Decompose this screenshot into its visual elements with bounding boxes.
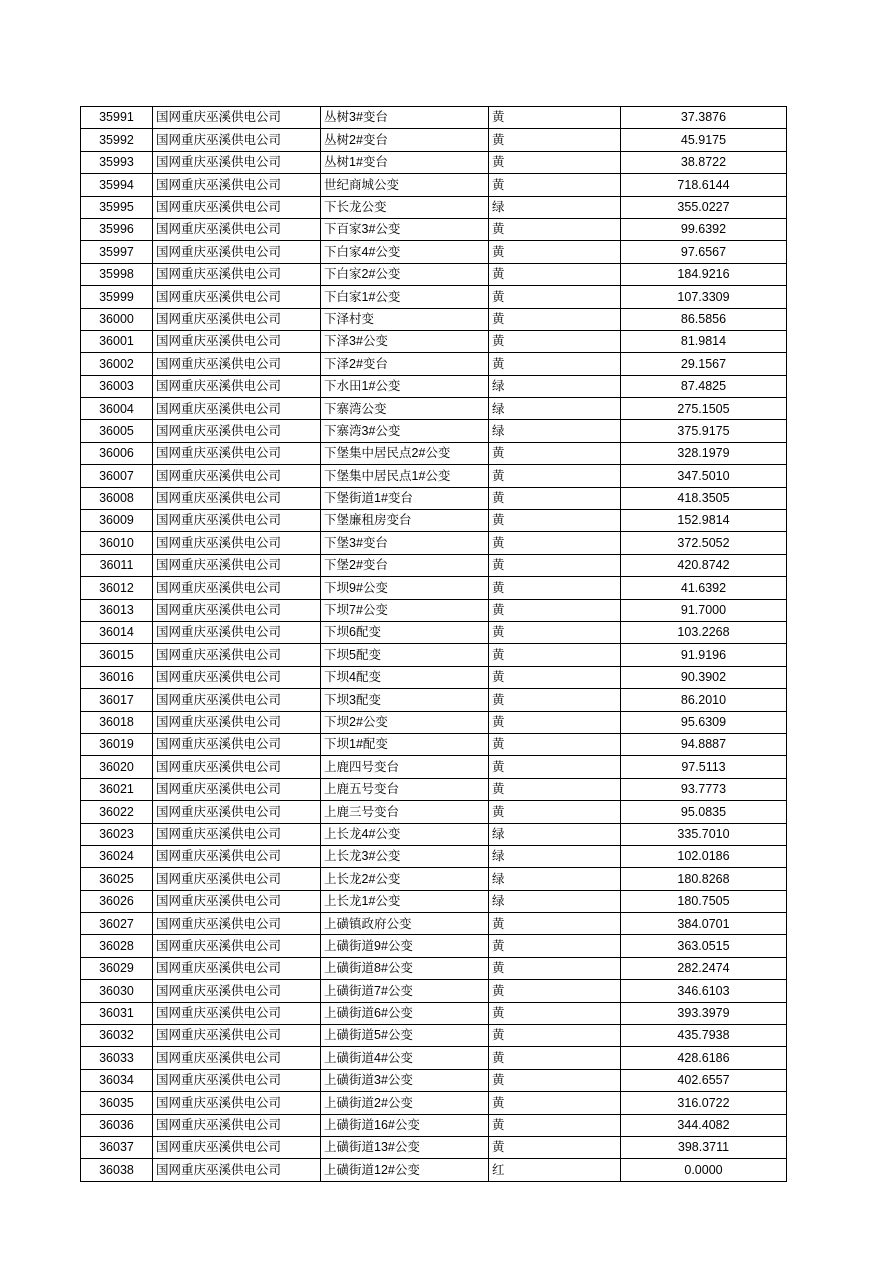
- table-row: [81, 1002, 787, 1024]
- table-cell-id: 36009: [81, 510, 153, 532]
- table-cell-color: 黄: [489, 286, 621, 308]
- table-cell-company: 国网重庆巫溪供电公司: [153, 241, 321, 263]
- table-cell-name: 下水田1#公变: [321, 375, 489, 397]
- table-cell-company: 国网重庆巫溪供电公司: [153, 1092, 321, 1114]
- table-cell-id: 36023: [81, 823, 153, 845]
- table-cell-color: 绿: [489, 196, 621, 218]
- table-cell-id: 36003: [81, 375, 153, 397]
- table-cell-value: 316.0722: [621, 1092, 787, 1114]
- table-cell-value: 87.4825: [621, 375, 787, 397]
- table-row: [81, 487, 787, 509]
- table-cell-name: 下坝9#公变: [321, 577, 489, 599]
- table-cell-id: 36002: [81, 353, 153, 375]
- table-cell-id: 36000: [81, 308, 153, 330]
- table-cell-company: 国网重庆巫溪供电公司: [153, 935, 321, 957]
- table-cell-id: 36026: [81, 890, 153, 912]
- table-cell-id: 36037: [81, 1136, 153, 1158]
- table-cell-name: 下寨湾3#公变: [321, 420, 489, 442]
- table-cell-value: 107.3309: [621, 286, 787, 308]
- table-cell-value: 393.3979: [621, 1002, 787, 1024]
- table-cell-id: 36004: [81, 398, 153, 420]
- table-row: [81, 845, 787, 867]
- table-cell-company: 国网重庆巫溪供电公司: [153, 420, 321, 442]
- table-cell-company: 国网重庆巫溪供电公司: [153, 442, 321, 464]
- table-cell-company: 国网重庆巫溪供电公司: [153, 711, 321, 733]
- table-cell-color: 黄: [489, 129, 621, 151]
- table-cell-id: 36013: [81, 599, 153, 621]
- table-cell-color: 黄: [489, 1002, 621, 1024]
- table-cell-color: 黄: [489, 644, 621, 666]
- table-cell-value: 90.3902: [621, 666, 787, 688]
- table-cell-value: 38.8722: [621, 151, 787, 173]
- table-cell-value: 152.9814: [621, 510, 787, 532]
- table-cell-value: 86.2010: [621, 689, 787, 711]
- table-cell-company: 国网重庆巫溪供电公司: [153, 129, 321, 151]
- table-cell-value: 95.6309: [621, 711, 787, 733]
- table-cell-name: 下坝7#公变: [321, 599, 489, 621]
- table-cell-id: 36012: [81, 577, 153, 599]
- table-cell-color: 黄: [489, 1114, 621, 1136]
- table-cell-color: 黄: [489, 1136, 621, 1158]
- table-cell-value: 180.8268: [621, 868, 787, 890]
- table-cell-color: 黄: [489, 442, 621, 464]
- table-cell-value: 402.6557: [621, 1069, 787, 1091]
- data-table-body: [81, 107, 787, 1182]
- table-row: [81, 465, 787, 487]
- table-cell-color: 黄: [489, 1047, 621, 1069]
- table-cell-value: 344.4082: [621, 1114, 787, 1136]
- table-cell-name: 下堡廉租房变台: [321, 510, 489, 532]
- table-cell-id: 36007: [81, 465, 153, 487]
- table-cell-company: 国网重庆巫溪供电公司: [153, 308, 321, 330]
- table-row: [81, 420, 787, 442]
- table-cell-id: 35997: [81, 241, 153, 263]
- table-cell-company: 国网重庆巫溪供电公司: [153, 845, 321, 867]
- table-row: [81, 353, 787, 375]
- table-cell-company: 国网重庆巫溪供电公司: [153, 1136, 321, 1158]
- table-row: [81, 1025, 787, 1047]
- table-cell-company: 国网重庆巫溪供电公司: [153, 666, 321, 688]
- table-row: [81, 1047, 787, 1069]
- table-cell-id: 36022: [81, 801, 153, 823]
- table-row: [81, 957, 787, 979]
- table-row: [81, 263, 787, 285]
- table-cell-color: 绿: [489, 375, 621, 397]
- table-cell-company: 国网重庆巫溪供电公司: [153, 510, 321, 532]
- table-cell-color: 黄: [489, 353, 621, 375]
- table-cell-company: 国网重庆巫溪供电公司: [153, 1069, 321, 1091]
- table-cell-company: 国网重庆巫溪供电公司: [153, 487, 321, 509]
- table-cell-id: 36020: [81, 756, 153, 778]
- table-cell-name: 上磺街道4#公变: [321, 1047, 489, 1069]
- table-cell-name: 下坝1#配变: [321, 733, 489, 755]
- table-cell-name: 上鹿五号变台: [321, 778, 489, 800]
- table-cell-company: 国网重庆巫溪供电公司: [153, 577, 321, 599]
- table-cell-company: 国网重庆巫溪供电公司: [153, 644, 321, 666]
- table-cell-id: 36036: [81, 1114, 153, 1136]
- table-row: [81, 196, 787, 218]
- table-row: [81, 398, 787, 420]
- table-cell-id: 36032: [81, 1025, 153, 1047]
- table-cell-name: 上磺街道6#公变: [321, 1002, 489, 1024]
- table-cell-id: 36024: [81, 845, 153, 867]
- table-cell-color: 黄: [489, 532, 621, 554]
- table-cell-value: 81.9814: [621, 330, 787, 352]
- table-cell-name: 下坝3配变: [321, 689, 489, 711]
- table-cell-value: 428.6186: [621, 1047, 787, 1069]
- table-cell-name: 下泽2#变台: [321, 353, 489, 375]
- table-cell-company: 国网重庆巫溪供电公司: [153, 1025, 321, 1047]
- table-cell-id: 36038: [81, 1159, 153, 1181]
- table-cell-company: 国网重庆巫溪供电公司: [153, 353, 321, 375]
- table-cell-id: 36008: [81, 487, 153, 509]
- table-cell-company: 国网重庆巫溪供电公司: [153, 733, 321, 755]
- table-cell-value: 398.3711: [621, 1136, 787, 1158]
- table-cell-id: 36030: [81, 980, 153, 1002]
- table-cell-name: 下坝5配变: [321, 644, 489, 666]
- table-cell-id: 36021: [81, 778, 153, 800]
- table-cell-id: 36014: [81, 621, 153, 643]
- table-cell-company: 国网重庆巫溪供电公司: [153, 621, 321, 643]
- table-row: [81, 801, 787, 823]
- table-cell-color: 绿: [489, 868, 621, 890]
- table-cell-color: 绿: [489, 398, 621, 420]
- table-row: [81, 1069, 787, 1091]
- table-cell-name: 上磺镇政府公变: [321, 913, 489, 935]
- table-cell-color: 黄: [489, 778, 621, 800]
- table-cell-value: 86.5856: [621, 308, 787, 330]
- table-cell-color: 黄: [489, 689, 621, 711]
- table-cell-name: 丛树1#变台: [321, 151, 489, 173]
- table-cell-name: 下百家3#公变: [321, 218, 489, 240]
- table-cell-name: 上长龙1#公变: [321, 890, 489, 912]
- table-cell-value: 435.7938: [621, 1025, 787, 1047]
- table-cell-color: 黄: [489, 218, 621, 240]
- data-table-container: [80, 106, 786, 1182]
- table-cell-value: 41.6392: [621, 577, 787, 599]
- table-cell-company: 国网重庆巫溪供电公司: [153, 375, 321, 397]
- table-cell-color: 黄: [489, 151, 621, 173]
- table-row: [81, 711, 787, 733]
- table-cell-value: 97.6567: [621, 241, 787, 263]
- table-cell-value: 346.6103: [621, 980, 787, 1002]
- table-cell-name: 丛树2#变台: [321, 129, 489, 151]
- table-cell-name: 下白家1#公变: [321, 286, 489, 308]
- table-cell-name: 下坝6配变: [321, 621, 489, 643]
- table-cell-name: 下泽3#公变: [321, 330, 489, 352]
- table-cell-value: 418.3505: [621, 487, 787, 509]
- data-table: [80, 106, 787, 1182]
- table-cell-color: 黄: [489, 241, 621, 263]
- table-cell-id: 36015: [81, 644, 153, 666]
- table-cell-id: 35998: [81, 263, 153, 285]
- table-cell-company: 国网重庆巫溪供电公司: [153, 957, 321, 979]
- table-row: [81, 554, 787, 576]
- table-row: [81, 980, 787, 1002]
- table-cell-color: 黄: [489, 554, 621, 576]
- table-cell-color: 红: [489, 1159, 621, 1181]
- table-cell-value: 375.9175: [621, 420, 787, 442]
- table-cell-value: 93.7773: [621, 778, 787, 800]
- table-row: [81, 621, 787, 643]
- table-cell-name: 下堡3#变台: [321, 532, 489, 554]
- table-cell-company: 国网重庆巫溪供电公司: [153, 823, 321, 845]
- table-cell-value: 328.1979: [621, 442, 787, 464]
- table-cell-company: 国网重庆巫溪供电公司: [153, 398, 321, 420]
- table-cell-name: 上磺街道2#公变: [321, 1092, 489, 1114]
- table-cell-value: 94.8887: [621, 733, 787, 755]
- table-cell-id: 36029: [81, 957, 153, 979]
- table-row: [81, 890, 787, 912]
- table-cell-color: 黄: [489, 980, 621, 1002]
- table-cell-name: 下堡街道1#变台: [321, 487, 489, 509]
- table-cell-color: 黄: [489, 263, 621, 285]
- table-cell-company: 国网重庆巫溪供电公司: [153, 218, 321, 240]
- table-cell-color: 黄: [489, 330, 621, 352]
- table-cell-color: 黄: [489, 510, 621, 532]
- table-row: [81, 935, 787, 957]
- table-cell-id: 35999: [81, 286, 153, 308]
- table-cell-color: 黄: [489, 577, 621, 599]
- table-cell-color: 黄: [489, 733, 621, 755]
- table-cell-name: 上磺街道3#公变: [321, 1069, 489, 1091]
- table-cell-value: 282.2474: [621, 957, 787, 979]
- table-cell-id: 35994: [81, 174, 153, 196]
- table-cell-name: 下堡2#变台: [321, 554, 489, 576]
- table-cell-name: 下白家2#公变: [321, 263, 489, 285]
- table-cell-color: 绿: [489, 420, 621, 442]
- table-cell-company: 国网重庆巫溪供电公司: [153, 689, 321, 711]
- table-cell-name: 上磺街道8#公变: [321, 957, 489, 979]
- table-cell-name: 上鹿三号变台: [321, 801, 489, 823]
- table-cell-company: 国网重庆巫溪供电公司: [153, 980, 321, 1002]
- table-cell-value: 363.0515: [621, 935, 787, 957]
- table-cell-id: 35992: [81, 129, 153, 151]
- table-cell-color: 黄: [489, 487, 621, 509]
- table-row: [81, 666, 787, 688]
- table-cell-color: 黄: [489, 308, 621, 330]
- table-cell-company: 国网重庆巫溪供电公司: [153, 1114, 321, 1136]
- table-cell-name: 下长龙公变: [321, 196, 489, 218]
- table-cell-company: 国网重庆巫溪供电公司: [153, 756, 321, 778]
- table-row: [81, 107, 787, 129]
- table-cell-name: 下坝2#公变: [321, 711, 489, 733]
- table-cell-value: 103.2268: [621, 621, 787, 643]
- table-cell-company: 国网重庆巫溪供电公司: [153, 174, 321, 196]
- table-cell-color: 黄: [489, 913, 621, 935]
- table-cell-value: 91.7000: [621, 599, 787, 621]
- table-cell-name: 上磺街道12#公变: [321, 1159, 489, 1181]
- table-cell-id: 36033: [81, 1047, 153, 1069]
- table-cell-name: 上长龙4#公变: [321, 823, 489, 845]
- table-cell-name: 上长龙3#公变: [321, 845, 489, 867]
- table-cell-name: 上磺街道9#公变: [321, 935, 489, 957]
- table-row: [81, 174, 787, 196]
- table-cell-id: 36019: [81, 733, 153, 755]
- table-row: [81, 330, 787, 352]
- table-cell-value: 0.0000: [621, 1159, 787, 1181]
- table-cell-value: 275.1505: [621, 398, 787, 420]
- table-cell-value: 347.5010: [621, 465, 787, 487]
- table-cell-value: 355.0227: [621, 196, 787, 218]
- table-cell-company: 国网重庆巫溪供电公司: [153, 263, 321, 285]
- table-cell-id: 36017: [81, 689, 153, 711]
- table-cell-company: 国网重庆巫溪供电公司: [153, 778, 321, 800]
- table-cell-id: 36005: [81, 420, 153, 442]
- table-cell-id: 36010: [81, 532, 153, 554]
- table-cell-value: 420.8742: [621, 554, 787, 576]
- table-row: [81, 599, 787, 621]
- table-cell-color: 黄: [489, 801, 621, 823]
- table-cell-color: 黄: [489, 174, 621, 196]
- table-cell-color: 黄: [489, 1092, 621, 1114]
- table-cell-id: 36034: [81, 1069, 153, 1091]
- table-cell-value: 37.3876: [621, 107, 787, 129]
- table-cell-id: 35996: [81, 218, 153, 240]
- table-cell-id: 36035: [81, 1092, 153, 1114]
- table-cell-color: 黄: [489, 1025, 621, 1047]
- table-cell-value: 718.6144: [621, 174, 787, 196]
- table-cell-company: 国网重庆巫溪供电公司: [153, 1159, 321, 1181]
- table-row: [81, 510, 787, 532]
- table-row: [81, 1136, 787, 1158]
- table-cell-color: 黄: [489, 107, 621, 129]
- table-cell-name: 下堡集中居民点2#公变: [321, 442, 489, 464]
- table-cell-company: 国网重庆巫溪供电公司: [153, 532, 321, 554]
- table-cell-name: 上长龙2#公变: [321, 868, 489, 890]
- table-cell-id: 36011: [81, 554, 153, 576]
- table-cell-id: 36016: [81, 666, 153, 688]
- table-cell-company: 国网重庆巫溪供电公司: [153, 1002, 321, 1024]
- table-cell-color: 黄: [489, 756, 621, 778]
- table-cell-value: 384.0701: [621, 913, 787, 935]
- table-row: [81, 286, 787, 308]
- table-row: [81, 442, 787, 464]
- table-cell-value: 29.1567: [621, 353, 787, 375]
- table-row: [81, 375, 787, 397]
- table-row: [81, 1092, 787, 1114]
- table-cell-id: 36027: [81, 913, 153, 935]
- table-row: [81, 308, 787, 330]
- table-cell-company: 国网重庆巫溪供电公司: [153, 196, 321, 218]
- table-row: [81, 644, 787, 666]
- table-cell-id: 36001: [81, 330, 153, 352]
- table-cell-color: 黄: [489, 599, 621, 621]
- table-cell-value: 95.0835: [621, 801, 787, 823]
- table-row: [81, 577, 787, 599]
- table-cell-company: 国网重庆巫溪供电公司: [153, 554, 321, 576]
- table-cell-id: 35995: [81, 196, 153, 218]
- table-cell-color: 绿: [489, 823, 621, 845]
- table-cell-company: 国网重庆巫溪供电公司: [153, 801, 321, 823]
- table-cell-name: 上磺街道13#公变: [321, 1136, 489, 1158]
- table-row: [81, 129, 787, 151]
- table-cell-name: 上磺街道5#公变: [321, 1025, 489, 1047]
- table-cell-name: 丛树3#变台: [321, 107, 489, 129]
- table-cell-name: 上鹿四号变台: [321, 756, 489, 778]
- table-cell-id: 36018: [81, 711, 153, 733]
- table-row: [81, 868, 787, 890]
- table-cell-company: 国网重庆巫溪供电公司: [153, 107, 321, 129]
- table-row: [81, 218, 787, 240]
- table-cell-name: 上磺街道7#公变: [321, 980, 489, 1002]
- table-cell-company: 国网重庆巫溪供电公司: [153, 1047, 321, 1069]
- table-cell-company: 国网重庆巫溪供电公司: [153, 913, 321, 935]
- table-cell-id: 36006: [81, 442, 153, 464]
- table-cell-color: 黄: [489, 465, 621, 487]
- table-cell-value: 372.5052: [621, 532, 787, 554]
- table-row: [81, 778, 787, 800]
- table-row: [81, 1114, 787, 1136]
- table-cell-company: 国网重庆巫溪供电公司: [153, 868, 321, 890]
- table-cell-id: 36031: [81, 1002, 153, 1024]
- table-cell-value: 102.0186: [621, 845, 787, 867]
- table-cell-name: 下寨湾公变: [321, 398, 489, 420]
- table-cell-color: 黄: [489, 957, 621, 979]
- table-row: [81, 532, 787, 554]
- table-cell-id: 35991: [81, 107, 153, 129]
- table-cell-company: 国网重庆巫溪供电公司: [153, 465, 321, 487]
- table-cell-value: 335.7010: [621, 823, 787, 845]
- table-row: [81, 913, 787, 935]
- table-row: [81, 823, 787, 845]
- table-cell-value: 97.5113: [621, 756, 787, 778]
- table-cell-company: 国网重庆巫溪供电公司: [153, 286, 321, 308]
- table-row: [81, 689, 787, 711]
- table-cell-color: 黄: [489, 1069, 621, 1091]
- table-cell-value: 45.9175: [621, 129, 787, 151]
- table-cell-name: 下泽村变: [321, 308, 489, 330]
- table-row: [81, 241, 787, 263]
- table-cell-name: 上磺街道16#公变: [321, 1114, 489, 1136]
- table-cell-value: 99.6392: [621, 218, 787, 240]
- table-cell-company: 国网重庆巫溪供电公司: [153, 890, 321, 912]
- table-cell-name: 下堡集中居民点1#公变: [321, 465, 489, 487]
- table-cell-value: 91.9196: [621, 644, 787, 666]
- table-cell-color: 黄: [489, 935, 621, 957]
- table-row: [81, 151, 787, 173]
- table-cell-company: 国网重庆巫溪供电公司: [153, 599, 321, 621]
- table-cell-name: 下白家4#公变: [321, 241, 489, 263]
- table-cell-name: 下坝4配变: [321, 666, 489, 688]
- table-cell-color: 绿: [489, 890, 621, 912]
- table-cell-color: 绿: [489, 845, 621, 867]
- table-cell-name: 世纪商城公变: [321, 174, 489, 196]
- table-cell-color: 黄: [489, 711, 621, 733]
- table-cell-id: 36028: [81, 935, 153, 957]
- table-cell-value: 180.7505: [621, 890, 787, 912]
- table-cell-company: 国网重庆巫溪供电公司: [153, 330, 321, 352]
- table-cell-color: 黄: [489, 621, 621, 643]
- table-cell-id: 36025: [81, 868, 153, 890]
- table-cell-color: 黄: [489, 666, 621, 688]
- table-cell-company: 国网重庆巫溪供电公司: [153, 151, 321, 173]
- table-row: [81, 1159, 787, 1181]
- table-cell-value: 184.9216: [621, 263, 787, 285]
- table-row: [81, 733, 787, 755]
- table-cell-id: 35993: [81, 151, 153, 173]
- table-row: [81, 756, 787, 778]
